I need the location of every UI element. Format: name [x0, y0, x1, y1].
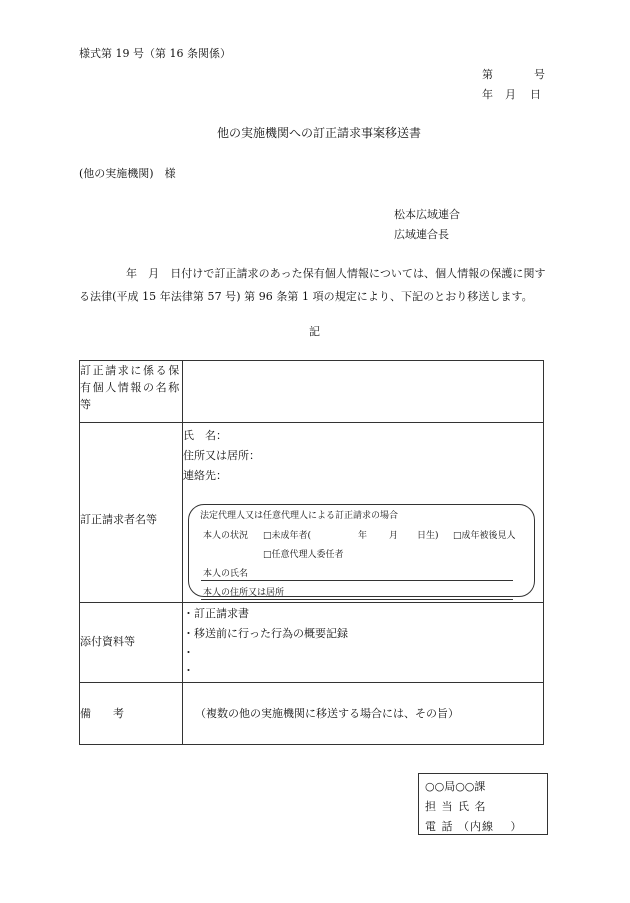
requester-label: 訂正請求者名等 [80, 513, 157, 526]
principal-name-line [201, 580, 513, 581]
attachment-item: ・訂正請求書 [183, 607, 249, 620]
contact-department: ○○局○○課 [425, 780, 486, 793]
remarks-label: 備 考 [80, 707, 124, 720]
requester-contact-field: 連絡先： [183, 469, 227, 482]
attachments-label: 添付資料等 [80, 635, 135, 648]
requester-address-field: 住所又は居所： [183, 449, 260, 462]
voluntary-agent-checkbox: □任意代理人委任者 [263, 550, 344, 560]
requester-name-field: 氏 名： [183, 429, 227, 442]
body-paragraph: 年 月 日付けで訂正請求のあった保有個人情報については、個人情報の保護に関する法律(平成 15 年法律第 57 号) 第 96 条第 1 項の規定により、下記のとおり移送します。 [79, 267, 546, 303]
document-title: 他の実施機関への訂正請求事案移送書 [217, 126, 422, 140]
table-row-info [80, 361, 543, 423]
proxy-heading: 法定代理人又は任意代理人による訂正請求の場合 [200, 511, 399, 521]
date-year-label: 年 [482, 88, 493, 101]
minor-checkbox: □未成年者( [263, 531, 312, 541]
attachment-item: ・ [183, 646, 194, 659]
document-number-suffix: 号 [534, 68, 545, 81]
sender-title: 広域連合長 [394, 228, 449, 241]
document-number-label: 第 [482, 68, 493, 81]
minor-birth-day: 日生) [417, 531, 439, 541]
table-row-remarks [80, 683, 543, 746]
principal-address-label: 本人の住所又は居所 [203, 588, 285, 598]
contact-person: 担 当 氏 名 [425, 800, 487, 813]
table-row-requester [80, 423, 543, 603]
contact-box [418, 773, 548, 835]
ki-heading: 記 [309, 325, 320, 338]
adult-ward-checkbox: □成年被後見人 [453, 531, 516, 541]
sender-organization: 松本広域連合 [394, 208, 460, 221]
contact-phone: 電 話 （内線 ） [425, 820, 523, 833]
transfer-table [79, 360, 544, 745]
table-row-attachments [80, 603, 543, 683]
minor-birth-month: 月 [389, 531, 399, 541]
attachment-item: ・移送前に行った行為の概要記録 [183, 627, 348, 640]
principal-status-label: 本人の状況 [203, 531, 249, 541]
minor-birth-year: 年 [358, 531, 368, 541]
date-month-label: 月 [505, 88, 516, 101]
addressee: (他の実施機関) 様 [79, 167, 176, 180]
principal-name-label: 本人の氏名 [203, 569, 249, 579]
date-day-label: 日 [530, 88, 541, 101]
remarks-text: （複数の他の実施機関に移送する場合には、その旨） [195, 707, 459, 720]
info-label: 訂正請求に係る保有個人情報の名称等 [80, 364, 181, 411]
form-number: 様式第 19 号（第 16 条関係） [79, 47, 231, 60]
principal-address-line [201, 599, 513, 600]
attachment-item: ・ [183, 664, 194, 677]
